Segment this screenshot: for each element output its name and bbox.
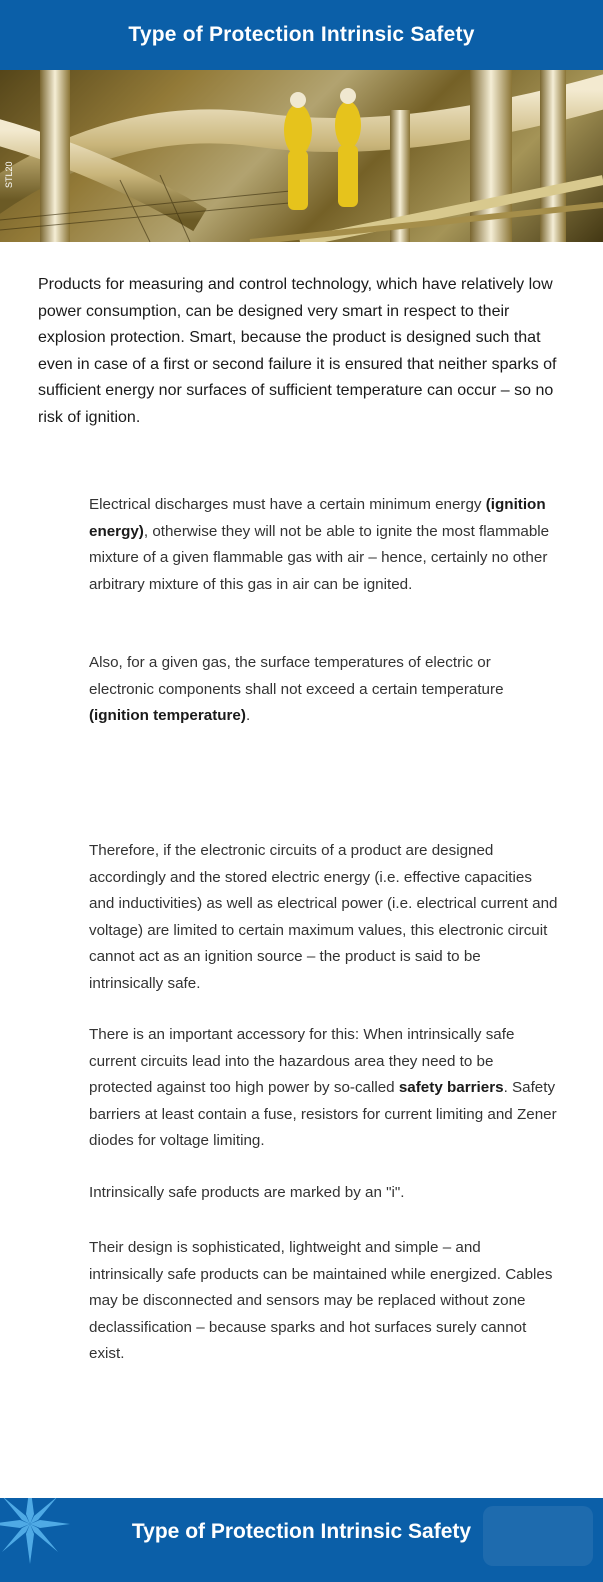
pipes-illustration [0, 70, 603, 242]
paragraph-design: Their design is sophisticated, lightweight and simple – and intrinsically safe products can be maintained while energized. Cables may be disconnected and sensors may be replaced without zone declassification – because sparks and hot surfaces surely cannot exist. [89, 1239, 553, 1362]
text: Electrical discharges must have a certain minimum energy [89, 496, 486, 513]
text: There is an important accessory for this: When intrinsically safe current circuits lead into the hazardous area they need to be protected against too high power by so-called [89, 1026, 515, 1096]
header-bar [0, 0, 603, 70]
text: . Safety barriers at least contain a fuse, resistors for current limiting and Zener diodes for voltage limiting. [89, 1079, 557, 1149]
page-title: Type of Protection Intrinsic Safety [128, 23, 475, 46]
text: Also, for a given gas, the surface temperatures of electric or electronic components shall not exceed a certain temperature [89, 654, 504, 698]
term-ignition-energy: (ignition energy) [89, 496, 546, 540]
paragraph-ignition-temperature [89, 650, 559, 730]
intro-paragraph: Products for measuring and control technology, which have relatively low power consumption, can be designed very smart in respect to their explosion protection. Smart, because the product is designed such that even in case of a first or second failure it is ensured that neither sparks of sufficient energy nor surfaces of sufficient temperature can occur – so no risk of ignition. [38, 276, 557, 426]
photo-code: STL20 [4, 161, 14, 188]
paragraph-safety-barriers [89, 1022, 559, 1155]
text: , otherwise they will not be able to ignite the most flammable mixture of a given flammable gas with air – hence, certainly no other arbitrary mixture of this gas in air can be ignited. [89, 522, 550, 593]
paragraph-ignition-energy [89, 492, 559, 598]
term-ignition-temperature: (ignition temperature) [89, 707, 246, 724]
footer-title: Type of Protection Intrinsic Safety [131, 1520, 472, 1543]
text: . [245, 707, 251, 724]
term-safety-barriers: safety barriers [398, 1079, 504, 1096]
paragraph-marking: Intrinsically safe products are marked by an "i". [89, 1184, 405, 1201]
footer-bar [0, 1498, 603, 1582]
industrial-photo [0, 70, 603, 242]
paragraph-circuits: Therefore, if the electronic circuits of a product are designed accordingly and the stored electric energy (i.e. effective capacities and inductivities) as well as electrical power (i.e. electrical current and voltage) are limited to certain maximum values, this electronic circuit cannot act as an ignition source – the product is said to be intrinsically safe. [89, 842, 558, 992]
